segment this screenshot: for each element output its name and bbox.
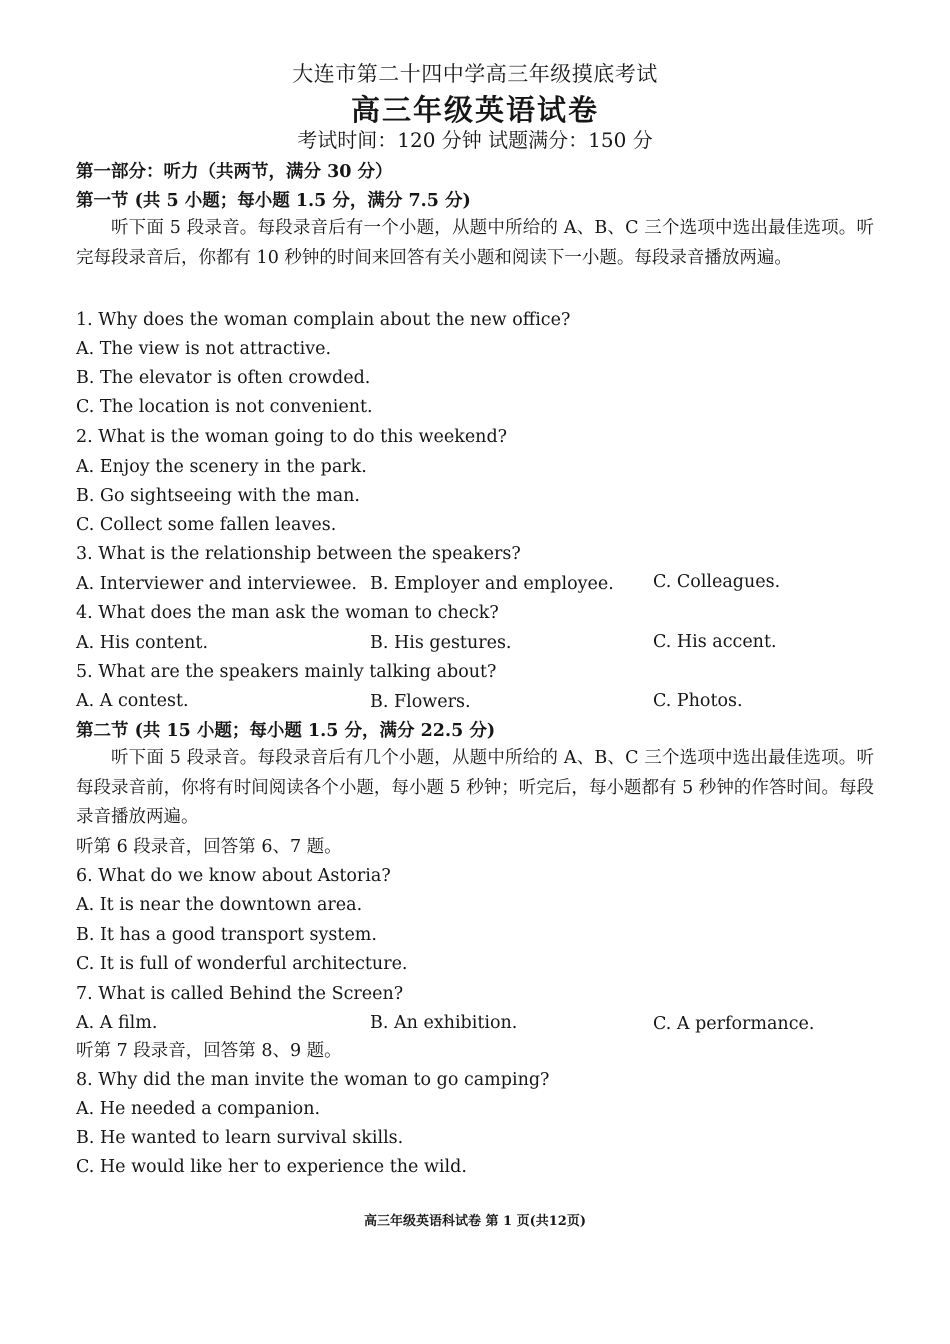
question-5-option-a: A. A contest. [76,691,189,711]
question-3-option-b: B. Employer and employee. [370,574,614,594]
question-7-option-b: B. An exhibition. [370,1013,518,1033]
question-8-option-b: B. He wanted to learn survival skills. [76,1128,404,1148]
question-6-option-c: C. It is full of wonderful architecture. [76,954,408,974]
question-8-option-a: A. He needed a companion. [76,1099,321,1119]
question-8-stem: 8. Why did the man invite the woman to go camping? [76,1070,550,1090]
question-3-stem: 3. What is the relationship between the speakers? [76,544,521,564]
part1-heading: 第一部分：听力（共两节，满分 30 分） [76,162,393,182]
section1-directions: 听下面 5 段录音。每段录音后有一个小题，从题中所给的 A、B、C 三个选项中选出最佳选项。听完每段录音后，你都有 10 秒钟的时间来回答有关小题和阅读下一小题。每段录音播放两遍。 [76,218,874,268]
question-7-option-c: C. A performance. [653,1014,815,1034]
question-5-option-c: C. Photos. [653,691,743,711]
question-4-option-c: C. His accent. [653,632,777,652]
exam-time-and-score: 考试时间：120 分钟 试题满分：150 分 [297,128,653,152]
question-8-option-c: C. He would like her to experience the wild. [76,1157,467,1177]
question-3-option-a: A. Interviewer and interviewee. [76,574,357,594]
question-4-stem: 4. What does the man ask the woman to check? [76,603,499,623]
question-1-option-b: B. The elevator is often crowded. [76,368,371,388]
question-4-option-a: A. His content. [76,633,209,653]
question-6-option-b: B. It has a good transport system. [76,925,377,945]
school-exam-name: 大连市第二十四中学高三年级摸底考试 [292,62,658,86]
question-2-option-c: C. Collect some fallen leaves. [76,515,337,535]
page-footer: 高三年级英语科试卷 第 1 页(共12页) [363,1214,587,1229]
question-5-stem: 5. What are the speakers mainly talking about? [76,662,497,682]
question-1-option-c: C. The location is not convenient. [76,397,373,417]
section2-heading: 第二节 (共 15 小题；每小题 1.5 分，满分 22.5 分) [76,721,496,741]
question-1-option-a: A. The view is not attractive. [76,339,332,359]
section1-heading: 第一节 (共 5 小题；每小题 1.5 分，满分 7.5 分) [76,191,471,211]
question-4-option-b: B. His gestures. [370,633,512,653]
question-2-option-a: A. Enjoy the scenery in the park. [76,457,367,477]
question-7-stem: 7. What is called Behind the Screen? [76,984,404,1004]
question-5-option-b: B. Flowers. [370,692,471,712]
question-1-stem: 1. Why does the woman complain about the new office? [76,310,571,330]
question-2-stem: 2. What is the woman going to do this weekend? [76,427,508,447]
section2-directions: 听下面 5 段录音。每段录音后有几个小题，从题中所给的 A、B、C 三个选项中选出最佳选项。听每段录音前，你将有时间阅读各个小题，每小题 5 秒钟；听完后，每小题都有 5 秒钟的作答时间。每段录音播放两遍。 [76,748,874,827]
listen-instruction-7: 听第 7 段录音，回答第 8、9 题。 [76,1041,342,1061]
question-2-option-b: B. Go sightseeing with the man. [76,486,360,506]
exam-title: 高三年级英语试卷 [350,93,599,127]
question-6-option-a: A. It is near the downtown area. [76,895,363,915]
question-3-option-c: C. Colleagues. [653,572,781,592]
listen-instruction-6: 听第 6 段录音，回答第 6、7 题。 [76,837,342,857]
question-7-option-a: A. A film. [76,1013,158,1033]
question-6-stem: 6. What do we know about Astoria? [76,866,391,886]
